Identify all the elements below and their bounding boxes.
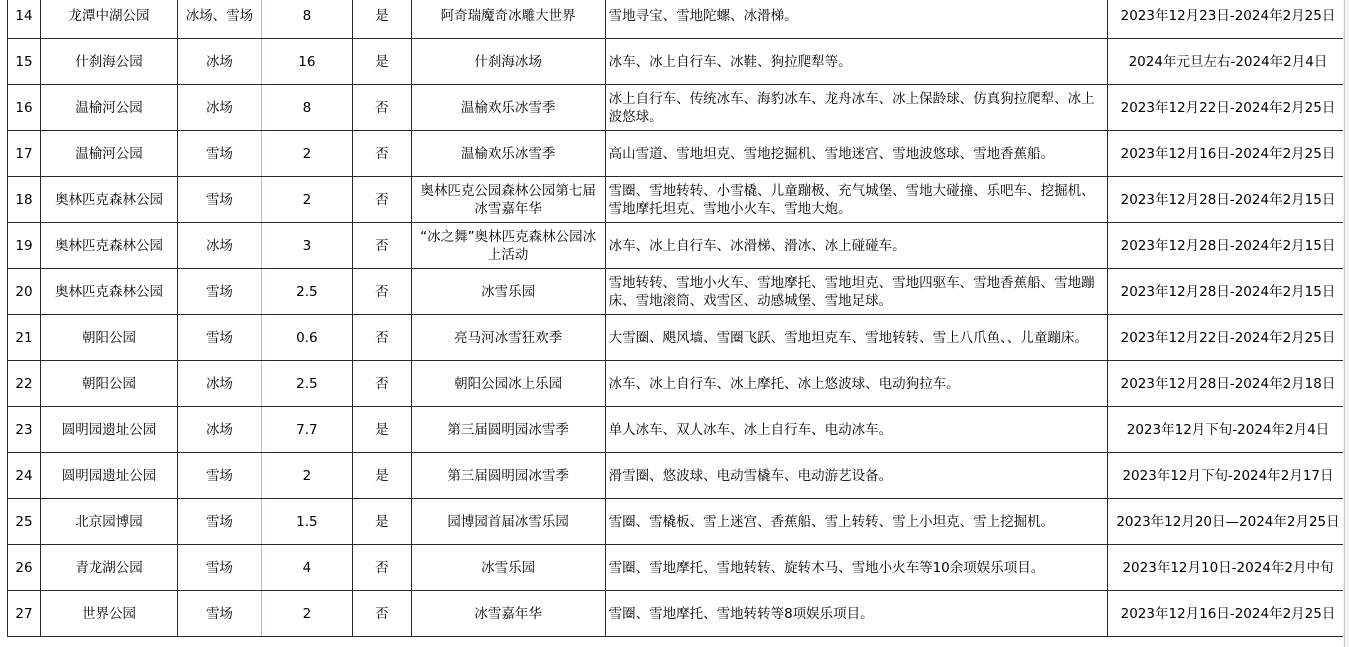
cell-period[interactable]: 2023年12月28日-2024年2月15日 — [1107, 177, 1348, 223]
cell-index[interactable]: 24 — [8, 453, 41, 499]
cell-activities[interactable]: 雪圈、雪地转转、小雪橇、儿童蹦极、充气城堡、雪地大碰撞、乐吧车、挖掘机、雪地摩托坦克、雪地小火车、雪地大炮。 — [605, 177, 1107, 223]
cell-venue-type[interactable]: 雪场 — [177, 177, 261, 223]
table-row[interactable] — [8, 361, 1349, 407]
cell-ticketed[interactable]: 是 — [352, 39, 411, 85]
cell-park[interactable]: 奥林匹克森林公园 — [40, 223, 177, 269]
cell-period[interactable]: 2023年12月28日-2024年2月15日 — [1107, 269, 1348, 315]
cell-venue-type[interactable]: 雪场 — [177, 269, 261, 315]
cell-ticketed[interactable]: 否 — [352, 223, 411, 269]
cell-index[interactable]: 14 — [8, 0, 41, 39]
cell-ticketed[interactable]: 是 — [352, 0, 411, 39]
cell-activities[interactable]: 雪圈、雪地摩托、雪地转转等8项娱乐项目。 — [605, 591, 1107, 637]
cell-event-name[interactable]: 朝阳公园冰上乐园 — [411, 361, 605, 407]
cell-area[interactable]: 8 — [261, 85, 352, 131]
cell-event-name[interactable]: 温榆欢乐冰雪季 — [411, 85, 605, 131]
cell-period[interactable]: 2023年12月28日-2024年2月18日 — [1107, 361, 1348, 407]
cell-park[interactable]: 龙潭中湖公园 — [40, 0, 177, 39]
cell-park[interactable]: 温榆河公园 — [40, 131, 177, 177]
cell-activities[interactable]: 滑雪圈、悠波球、电动雪橇车、电动游艺设备。 — [605, 453, 1107, 499]
cell-period[interactable]: 2023年12月下旬-2024年2月17日 — [1107, 453, 1348, 499]
cell-park[interactable]: 朝阳公园 — [40, 315, 177, 361]
cell-area[interactable]: 0.6 — [261, 315, 352, 361]
cell-venue-type[interactable]: 雪场 — [177, 499, 261, 545]
cell-index[interactable]: 23 — [8, 407, 41, 453]
cell-ticketed[interactable]: 否 — [352, 269, 411, 315]
cell-ticketed[interactable]: 是 — [352, 407, 411, 453]
cell-park[interactable]: 奥林匹克森林公园 — [40, 177, 177, 223]
cell-period[interactable]: 2023年12月22日-2024年2月25日 — [1107, 85, 1348, 131]
cell-venue-type[interactable]: 雪场 — [177, 591, 261, 637]
table-row[interactable] — [8, 545, 1349, 591]
cell-event-name[interactable]: 冰雪乐园 — [411, 269, 605, 315]
cell-index[interactable]: 16 — [8, 85, 41, 131]
cell-index[interactable]: 19 — [8, 223, 41, 269]
cell-index[interactable]: 17 — [8, 131, 41, 177]
cell-area[interactable]: 8 — [261, 0, 352, 39]
cell-event-name[interactable]: 什刹海冰场 — [411, 39, 605, 85]
cell-park[interactable]: 世界公园 — [40, 591, 177, 637]
cell-venue-type[interactable]: 冰场 — [177, 223, 261, 269]
cell-area[interactable]: 2 — [261, 453, 352, 499]
cell-area[interactable]: 2 — [261, 591, 352, 637]
table-row[interactable] — [8, 0, 1349, 39]
cell-activities[interactable]: 雪圈、雪地摩托、雪地转转、旋转木马、雪地小火车等10余项娱乐项目。 — [605, 545, 1107, 591]
cell-event-name[interactable]: 阿奇瑞魔奇冰雕大世界 — [411, 0, 605, 39]
table-row[interactable] — [8, 499, 1349, 545]
cell-activities[interactable]: 雪地转转、雪地小火车、雪地摩托、雪地坦克、雪地四驱车、雪地香蕉船、雪地蹦床、雪地滚筒、戏雪区、动感城堡、雪地足球。 — [605, 269, 1107, 315]
cell-period[interactable]: 2023年12月28日-2024年2月15日 — [1107, 223, 1348, 269]
cell-venue-type[interactable]: 雪场 — [177, 131, 261, 177]
cell-period[interactable]: 2023年12月23日-2024年2月25日 — [1107, 0, 1348, 39]
cell-period[interactable]: 2023年12月10日-2024年2月中旬 — [1107, 545, 1348, 591]
cell-index[interactable]: 25 — [8, 499, 41, 545]
cell-activities[interactable]: 冰车、冰上自行车、冰鞋、狗拉爬犁等。 — [605, 39, 1107, 85]
cell-ticketed[interactable]: 否 — [352, 361, 411, 407]
cell-park[interactable]: 什刹海公园 — [40, 39, 177, 85]
cell-period[interactable]: 2023年12月22日-2024年2月25日 — [1107, 315, 1348, 361]
cell-area[interactable]: 2.5 — [261, 269, 352, 315]
cell-index[interactable]: 20 — [8, 269, 41, 315]
cell-index[interactable]: 15 — [8, 39, 41, 85]
cell-index[interactable]: 22 — [8, 361, 41, 407]
cell-period[interactable]: 2024年元旦左右-2024年2月4日 — [1107, 39, 1348, 85]
cell-event-name[interactable]: 第三届圆明园冰雪季 — [411, 407, 605, 453]
cell-ticketed[interactable]: 否 — [352, 177, 411, 223]
cell-venue-type[interactable]: 雪场 — [177, 545, 261, 591]
cell-venue-type[interactable]: 冰场 — [177, 85, 261, 131]
cell-area[interactable]: 7.7 — [261, 407, 352, 453]
table-row[interactable] — [8, 591, 1349, 637]
cell-area[interactable]: 2 — [261, 177, 352, 223]
cell-activities[interactable]: 大雪圈、飓风墙、雪圈飞跃、雪地坦克车、雪地转转、雪上八爪鱼、、儿童蹦床。 — [605, 315, 1107, 361]
cell-activities[interactable]: 雪地寻宝、雪地陀螺、冰滑梯。 — [605, 0, 1107, 39]
cell-event-name[interactable]: “冰之舞”奥林匹克森林公园冰上活动 — [411, 223, 605, 269]
cell-period[interactable]: 2023年12月16日-2024年2月25日 — [1107, 591, 1348, 637]
cell-event-name[interactable]: 冰雪嘉年华 — [411, 591, 605, 637]
table-row[interactable] — [8, 131, 1349, 177]
cell-ticketed[interactable]: 是 — [352, 453, 411, 499]
cell-index[interactable]: 21 — [8, 315, 41, 361]
cell-park[interactable]: 北京园博园 — [40, 499, 177, 545]
cell-park[interactable]: 圆明园遗址公园 — [40, 407, 177, 453]
table-row[interactable] — [8, 269, 1349, 315]
cell-event-name[interactable]: 温榆欢乐冰雪季 — [411, 131, 605, 177]
cell-venue-type[interactable]: 雪场 — [177, 315, 261, 361]
cell-area[interactable]: 2.5 — [261, 361, 352, 407]
cell-park[interactable]: 温榆河公园 — [40, 85, 177, 131]
cell-event-name[interactable]: 奥林匹克公园森林公园第七届冰雪嘉年华 — [411, 177, 605, 223]
cell-ticketed[interactable]: 否 — [352, 131, 411, 177]
table-row[interactable] — [8, 85, 1349, 131]
table-row[interactable] — [8, 177, 1349, 223]
table-row[interactable] — [8, 407, 1349, 453]
cell-ticketed[interactable]: 否 — [352, 85, 411, 131]
cell-activities[interactable]: 雪圈、雪橇板、雪上迷宫、香蕉船、雪上转转、雪上小坦克、雪上挖掘机。 — [605, 499, 1107, 545]
cell-venue-type[interactable]: 冰场 — [177, 407, 261, 453]
cell-event-name[interactable]: 亮马河冰雪狂欢季 — [411, 315, 605, 361]
cell-period[interactable]: 2023年12月20日—2024年2月25日 — [1107, 499, 1348, 545]
cell-ticketed[interactable]: 否 — [352, 591, 411, 637]
cell-venue-type[interactable]: 冰场 — [177, 361, 261, 407]
cell-activities[interactable]: 冰车、冰上自行车、冰上摩托、冰上悠波球、电动狗拉车。 — [605, 361, 1107, 407]
cell-event-name[interactable]: 园博园首届冰雪乐园 — [411, 499, 605, 545]
cell-ticketed[interactable]: 否 — [352, 545, 411, 591]
cell-activities[interactable]: 单人冰车、双人冰车、冰上自行车、电动冰车。 — [605, 407, 1107, 453]
cell-area[interactable]: 3 — [261, 223, 352, 269]
cell-period[interactable]: 2023年12月下旬-2024年2月4日 — [1107, 407, 1348, 453]
activity-table — [7, 0, 1349, 637]
cell-park[interactable]: 青龙湖公园 — [40, 545, 177, 591]
cell-venue-type[interactable]: 雪场 — [177, 453, 261, 499]
cell-area[interactable]: 1.5 — [261, 499, 352, 545]
cell-index[interactable]: 27 — [8, 591, 41, 637]
cell-park[interactable]: 朝阳公园 — [40, 361, 177, 407]
cell-event-name[interactable]: 冰雪乐园 — [411, 545, 605, 591]
table-row[interactable] — [8, 453, 1349, 499]
cell-area[interactable]: 2 — [261, 131, 352, 177]
cell-park[interactable]: 圆明园遗址公园 — [40, 453, 177, 499]
cell-park[interactable]: 奥林匹克森林公园 — [40, 269, 177, 315]
table-row[interactable] — [8, 223, 1349, 269]
cell-index[interactable]: 18 — [8, 177, 41, 223]
cell-index[interactable]: 26 — [8, 545, 41, 591]
cell-area[interactable]: 16 — [261, 39, 352, 85]
cell-activities[interactable]: 高山雪道、雪地坦克、雪地挖掘机、雪地迷宫、雪地波悠球、雪地香蕉船。 — [605, 131, 1107, 177]
table-row[interactable] — [8, 39, 1349, 85]
cell-event-name[interactable]: 第三届圆明园冰雪季 — [411, 453, 605, 499]
cell-venue-type[interactable]: 冰场、雪场 — [177, 0, 261, 39]
cell-ticketed[interactable]: 否 — [352, 315, 411, 361]
cell-venue-type[interactable]: 冰场 — [177, 39, 261, 85]
cell-area[interactable]: 4 — [261, 545, 352, 591]
table-row[interactable] — [8, 315, 1349, 361]
cell-activities[interactable]: 冰上自行车、传统冰车、海豹冰车、龙舟冰车、冰上保龄球、仿真狗拉爬犁、冰上波悠球。 — [605, 85, 1107, 131]
cell-period[interactable]: 2023年12月16日-2024年2月25日 — [1107, 131, 1348, 177]
sheet-right-border — [1344, 0, 1345, 647]
cell-activities[interactable]: 冰车、冰上自行车、冰滑梯、滑冰、冰上碰碰车。 — [605, 223, 1107, 269]
cell-ticketed[interactable]: 是 — [352, 499, 411, 545]
